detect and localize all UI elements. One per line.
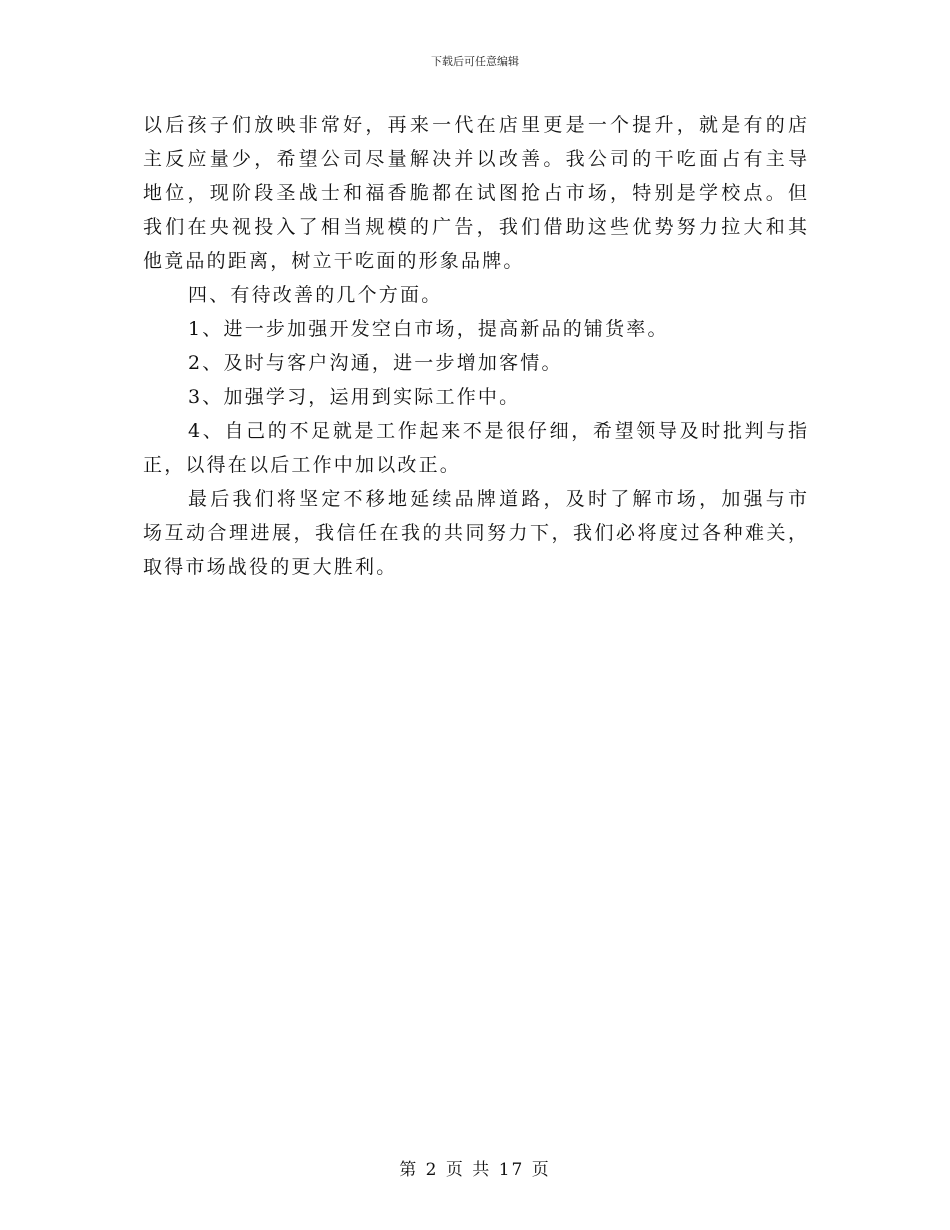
list-item: 1、进一步加强开发空白市场，提高新品的铺货率。 (188, 318, 669, 340)
section-heading: 四、有待改善的几个方面。 (188, 284, 443, 306)
list-item: 4、自己的不足就是工作起来不是很仔细，希望领导及时批判与指 (188, 420, 807, 442)
text-line: 最后我们将坚定不移地延续品牌道路，及时了解市场，加强与市 (188, 488, 807, 510)
text-line: 取得市场战役的更大胜利。 (143, 556, 398, 578)
list-item-continuation: 正，以得在以后工作中加以改正。 (143, 454, 462, 476)
page-header: 下载后可任意编辑 (431, 55, 519, 68)
list-item: 2、及时与客户沟通，进一步增加客情。 (188, 352, 563, 374)
list-item: 3、加强学习，运用到实际工作中。 (188, 386, 521, 408)
page-number: 第 2 页 共 17 页 (399, 1160, 551, 1180)
text-line: 场互动合理进展，我信任在我的共同努力下，我们必将度过各种难关， (143, 522, 807, 544)
text-line: 以后孩子们放映非常好，再来一代在店里更是一个提升，就是有的店 (143, 114, 807, 136)
text-line: 地位，现阶段圣战士和福香脆都在试图抢占市场，特别是学校点。但 (143, 182, 807, 204)
text-line: 他竟品的距离，树立干吃面的形象品牌。 (143, 250, 525, 272)
text-line: 我们在央视投入了相当规模的广告，我们借助这些优势努力拉大和其 (143, 216, 807, 238)
document-body (143, 108, 807, 584)
text-line: 主反应量少，希望公司尽量解决并以改善。我公司的干吃面占有主导 (143, 148, 807, 170)
